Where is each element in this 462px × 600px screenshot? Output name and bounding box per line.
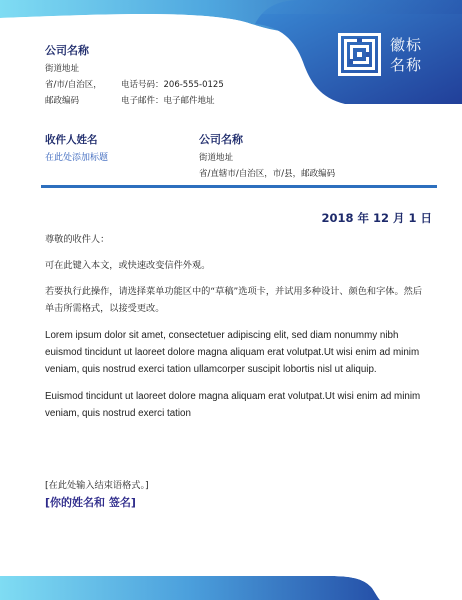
- recipient-street: 街道地址: [199, 153, 234, 163]
- paragraph-2: 若要执行此操作，请选择菜单功能区中的“草稿”选项卡，并试用多种设计、颜色和字体。然后单击所需格式，以接受更改。: [45, 286, 423, 314]
- footer-wave-band: [0, 568, 462, 600]
- signature-placeholder[interactable]: [你的姓名和 签名]: [45, 496, 136, 509]
- sender-phone-label: 电话号码：: [121, 80, 164, 90]
- logo-text-line2: 名称: [390, 56, 423, 74]
- maze-square-icon: [338, 33, 381, 76]
- paragraph-1: 可在此键入本文，或快速改变信件外观。: [45, 260, 211, 271]
- header-divider: [41, 185, 437, 188]
- recipient-company-block: [199, 133, 419, 180]
- sender-row-postal: [45, 95, 325, 107]
- logo-name: [390, 35, 450, 75]
- logo-text-line1: 徽标: [390, 36, 423, 54]
- salutation: 尊敬的收件人：: [45, 234, 110, 245]
- sender-street: 街道地址: [45, 64, 80, 74]
- paragraph-3: Lorem ipsum dolor sit amet, consectetuer adipiscing elit, sed diam nonummy nibh euismod tincidunt ut laoreet dolore magna aliquam erat volutpat.Ut wisi enim ad minim veniam, quis nostrud exerci tation ullamcorper suscipit lobortis nisl ut aliquip.: [45, 330, 420, 375]
- sender-city: 省/市/自治区，: [45, 80, 102, 90]
- letter-date: 2018 年 12 月 1 日: [321, 211, 432, 225]
- recipient-block: [45, 133, 195, 165]
- sender-row-city: [45, 79, 325, 91]
- paragraph-4: Euismod tincidunt ut laoreet dolore magna aliquam erat volutpat.Ut wisi enim ad minim veniam, quis nostrud exerci tation: [45, 391, 421, 419]
- sender-block: [45, 44, 325, 107]
- closing-placeholder[interactable]: [在此处输入结束语格式。]: [45, 480, 149, 491]
- sender-company: 公司名称: [45, 44, 89, 57]
- letter-body: [45, 231, 430, 432]
- recipient-city-line: 省/直辖市/自治区，市/县，邮政编码: [199, 169, 336, 179]
- recipient-company: 公司名称: [199, 133, 243, 146]
- sender-email-label: 电子邮件：: [121, 96, 164, 106]
- recipient-title-placeholder[interactable]: 在此处添加标题: [45, 153, 109, 163]
- sender-postal: 邮政编码: [45, 96, 80, 106]
- recipient-name: 收件人姓名: [45, 134, 98, 146]
- sender-email: 电子邮件地址: [163, 96, 215, 106]
- sender-phone: 206-555-0125: [163, 80, 224, 90]
